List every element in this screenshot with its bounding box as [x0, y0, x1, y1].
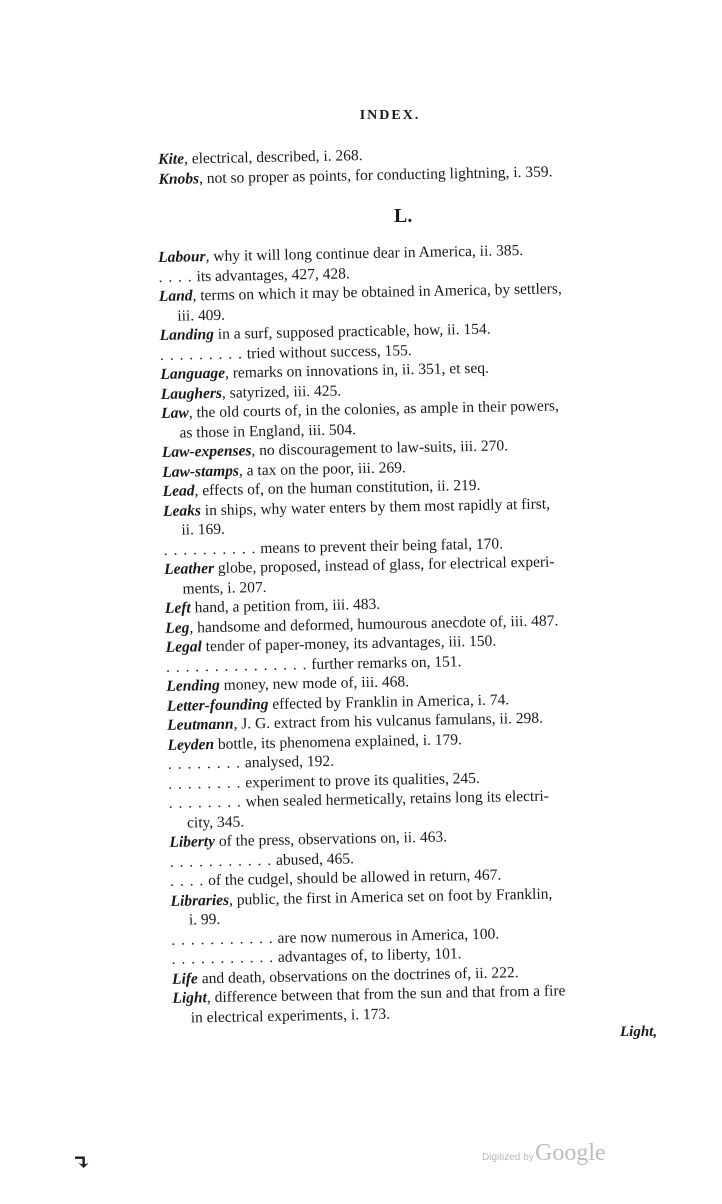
- catchword: Light,: [620, 1024, 658, 1040]
- ditto-dots: . . . . . . . .: [168, 773, 242, 793]
- entry-text: city, 345.: [186, 812, 245, 832]
- entry-text: further remarks on, 151.: [307, 652, 462, 673]
- entry-text: , J. G. extract from his vulcanus famulans, ii. 298.: [233, 709, 544, 733]
- entry-keyword: Land: [158, 287, 193, 305]
- entry-keyword: Leg: [165, 618, 190, 637]
- entry-text: tender of paper-money, its advantages, iii. 150.: [201, 632, 497, 656]
- ditto-dots: . . . . . . . . .: [159, 344, 244, 364]
- entry-keyword: Kite: [158, 150, 185, 168]
- entry-text: in ships, why water enters by them most rapidly at first,: [200, 495, 551, 519]
- entry-keyword: Lending: [166, 676, 220, 695]
- section-letter: L.: [394, 205, 413, 227]
- entry-text: tried without success, 155.: [242, 341, 412, 362]
- ditto-dots: . . . . . . . . . . .: [169, 851, 273, 871]
- entry-text: means to prevent their being fatal, 170.: [256, 534, 504, 557]
- entry-text: bottle, its phenomena explained, i. 179.: [213, 730, 463, 753]
- entry-text: analysed, 192.: [240, 752, 335, 772]
- entry-text: i. 99.: [188, 910, 221, 929]
- entry-text: , effects of, on the human constitution, ii. 219.: [194, 476, 481, 500]
- entry-keyword: Law-stamps: [162, 461, 240, 481]
- entry-text: effected by Franklin in America, i. 74.: [268, 690, 510, 713]
- entry-keyword: Leyden: [167, 735, 215, 754]
- entry-text: , difference between that from the sun and that from a fire: [206, 982, 566, 1007]
- top-entries: [158, 140, 679, 189]
- entry-text: when sealed hermetically, retains long its electri-: [241, 787, 550, 811]
- entry-text: ments, i. 207.: [182, 578, 267, 598]
- index-entries: [158, 238, 693, 1028]
- entry-text: in a surf, supposed practicable, how, ii. 154.: [213, 320, 491, 343]
- entry-keyword: Law: [161, 404, 189, 422]
- entry-text: of the press, observations on, ii. 463.: [214, 828, 448, 851]
- entry-keyword: Liberty: [169, 833, 216, 851]
- entry-text: iii. 409.: [177, 306, 226, 325]
- ditto-dots: . . . .: [169, 872, 205, 890]
- entry-keyword: Leather: [164, 559, 215, 578]
- entry-text: , no discouragement to law-suits, iii. 270.: [251, 437, 509, 460]
- entry-text: and death, observations on the doctrines of, ii. 222.: [197, 963, 519, 987]
- entry-text: , the old courts of, in the colonies, as ample in their powers,: [188, 397, 560, 422]
- entry-text: , why it will long continue dear in America, ii. 385.: [205, 241, 524, 266]
- entry-keyword: Letter-founding: [166, 695, 269, 715]
- entry-text: of the cudgel, should be allowed in return, 467.: [204, 866, 502, 890]
- entry-keyword: Landing: [159, 325, 215, 344]
- ditto-dots: . . . . . . . . . . .: [171, 929, 274, 949]
- entry-text: hand, a petition from, iii. 483.: [190, 595, 381, 617]
- entry-keyword: Lead: [162, 482, 195, 500]
- ditto-dots: . . . . . . . .: [167, 754, 242, 773]
- entry-text: are now numerous in America, 100.: [273, 925, 500, 947]
- running-head: INDEX.: [359, 108, 421, 123]
- entry-text: globe, proposed, instead of glass, for electrical experi-: [213, 553, 555, 577]
- entry-keyword: Leutmann: [167, 715, 234, 734]
- entry-keyword: Left: [164, 599, 191, 617]
- entry-text: ii. 169.: [181, 520, 226, 539]
- entry-text: , public, the first in America set on foot by Franklin,: [228, 885, 553, 909]
- ditto-dots: . . . . . . . . . . .: [171, 948, 275, 968]
- entry-keyword: Law-expenses: [161, 442, 252, 461]
- entry-text: its advantages, 427, 428.: [192, 264, 350, 285]
- entry-keyword: Leaks: [162, 501, 202, 520]
- entry-text: , handsome and deformed, humourous anecdote of, iii. 487.: [189, 611, 559, 636]
- entry-text: advantages of, to liberty, 101.: [273, 945, 462, 966]
- entry-keyword: Labour: [158, 248, 206, 266]
- digitized-by-label: Digitized by: [482, 1152, 534, 1163]
- google-watermark: Google: [535, 1140, 606, 1166]
- entry-text: experiment to prove its qualities, 245.: [241, 769, 481, 791]
- entry-text: , electrical, described, i. 268.: [183, 147, 363, 168]
- entry-keyword: Legal: [165, 638, 202, 656]
- entry-text: , not so proper as points, for conducting lightning, i. 359.: [198, 162, 553, 187]
- ditto-dots: . . . . . . . .: [168, 793, 242, 812]
- entry-keyword: Language: [160, 364, 226, 383]
- entry-keyword: Libraries: [170, 891, 230, 910]
- entry-text: money, new mode of, iii. 468.: [219, 673, 410, 694]
- entry-keyword: Laughers: [160, 384, 223, 403]
- entry-text: , remarks on innovations in, ii. 351, et seq.: [224, 359, 490, 382]
- ditto-dots: . . . . . . . . . . . . . . .: [165, 655, 308, 676]
- entry-keyword: Life: [171, 969, 199, 988]
- entry-keyword: Knobs: [158, 169, 200, 188]
- entry-text: , satyrized, iii. 425.: [221, 382, 342, 402]
- entry-text: , a tax on the poor, iii. 269.: [238, 458, 406, 479]
- entry-text: abused, 465.: [271, 849, 355, 869]
- page-mark: ↴: [72, 1150, 91, 1175]
- entry-text: in electrical experiments, i. 173.: [190, 1005, 391, 1027]
- ditto-dots: . . . .: [158, 267, 193, 286]
- entry-text: as those in England, iii. 504.: [179, 420, 357, 442]
- ditto-dots: . . . . . . . . . .: [163, 539, 257, 559]
- entry-keyword: Light: [172, 989, 208, 1007]
- entry-text: , terms on which it may be obtained in America, by settlers,: [192, 280, 562, 305]
